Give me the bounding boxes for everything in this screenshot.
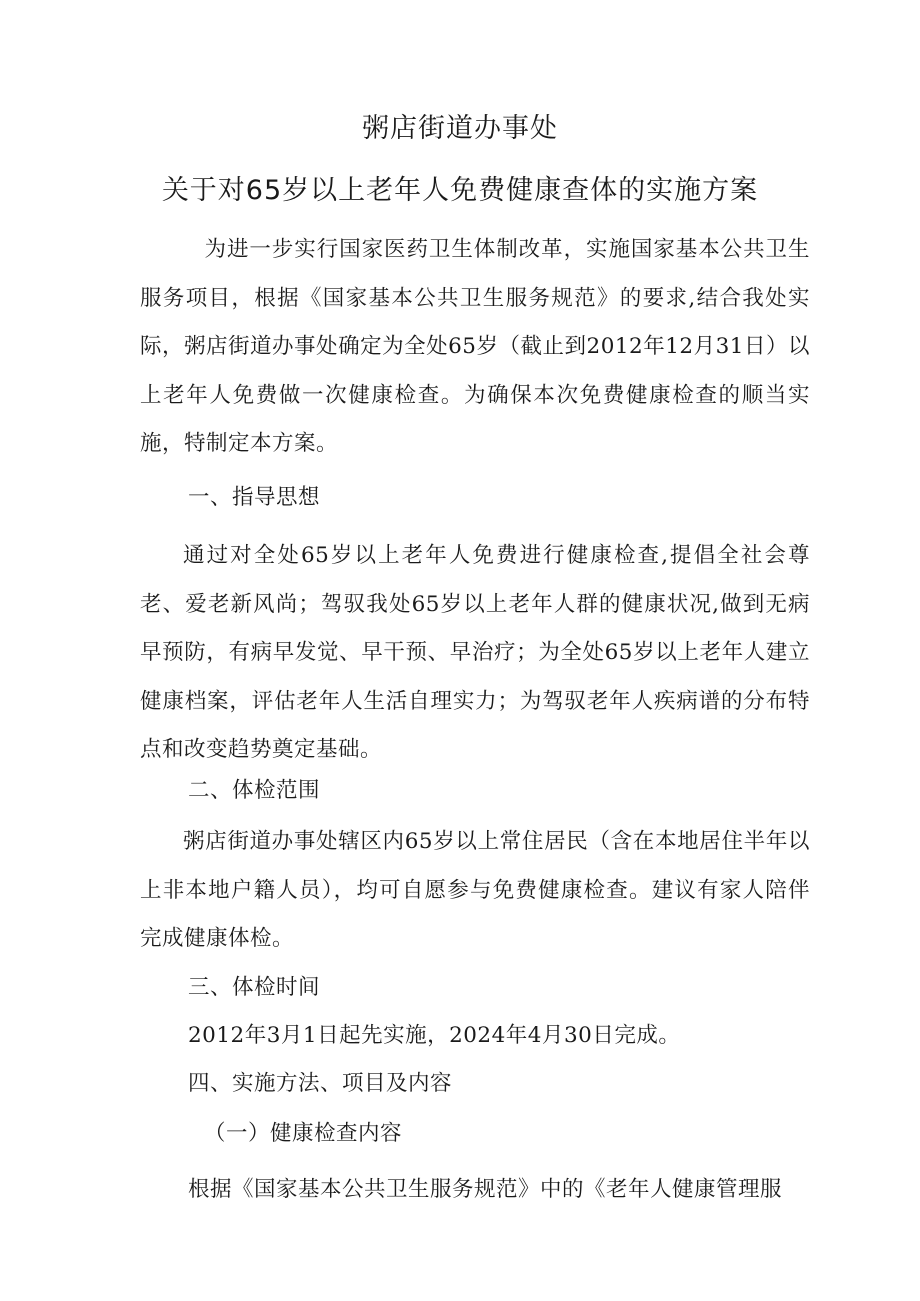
section-3-text: 2012年3月1日起先实施，2024年4月30日完成。 [188,1023,681,1048]
section-1-paragraph: 通过对全处65岁以上老年人免费进行健康检查,提倡全社会尊老、爱老新风尚；驾驭我处65岁以上老年人群的健康状况,做到无病早预防，有病早发觉、早干预、早治疗；为全处65岁以上老年人建立健康档案，评估老年人生活自理实力；为驾驭老年人疾病谱的分布特点和改变趋势奠定基础。 [140,543,810,762]
section-3-heading: 三、体检时间 [188,975,321,1000]
section-2-paragraph: 粥店街道办事处辖区内65岁以上常住居民（含在本地居住半年以上非本地户籍人员），均可自愿参与免费健康检查。建议有家人陪伴完成健康体检。 [140,829,810,951]
section-1-heading: 一、指导思想 [188,485,321,510]
document-org-title: 粥店街道办事处 [362,113,558,144]
section-4-subheading: （一）健康检查内容 [204,1121,403,1146]
section-4-heading: 四、实施方法、项目及内容 [188,1071,453,1096]
section-4-paragraph: 根据《国家基本公共卫生服务规范》中的《老年人健康管理服 [188,1177,783,1202]
section-2-heading: 二、体检范围 [188,778,321,803]
document-main-title: 关于对65岁以上老年人免费健康查体的实施方案 [161,175,759,206]
intro-paragraph: 为进一步实行国家医药卫生体制改革，实施国家基本公共卫生服务项目，根据《国家基本公共卫生服务规范》的要求,结合我处实际，粥店街道办事处确定为全处65岁（截止到2012年12月31日）以上老年人免费做一次健康检查。为确保本次免费健康检查的顺当实施，特制定本方案。 [140,237,810,456]
